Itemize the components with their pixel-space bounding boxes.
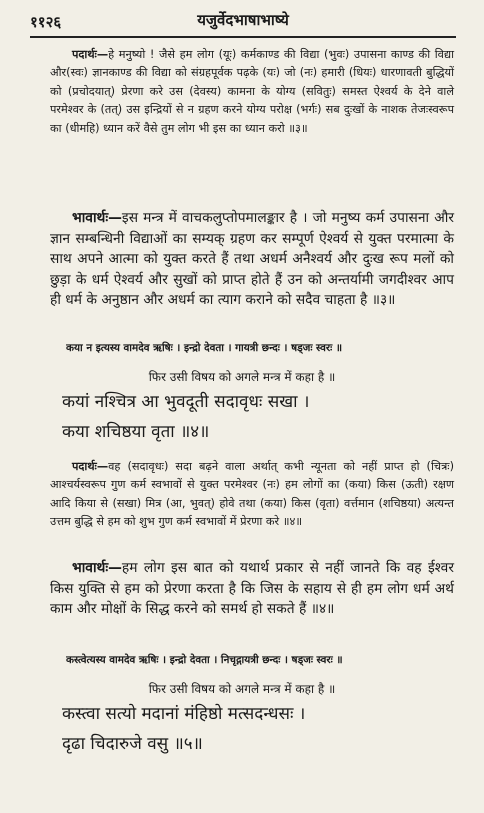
- mantra-5-line-2: दृढा चिदारुजे वसु ॥५॥: [62, 734, 203, 754]
- padartha-text: हे मनुष्यो ! जैसे हम लोग (यूः) कर्मकाण्ड की विद्या (भुवः) उपासना काण्ड की विद्या और(स्वः) ज्ञानकाण्ड की विद्या को संग्रहपूर्वक पढ़के (यः) जो (नः) हमारी (धियः) धारणावती बुद्धियों को (प्रचोदयात्) प्रेरणा करे उस (देवस्य) कामना के योग्य (सवितुः) समस्त ऐश्वर्य के देने वाले परमेश्वर के (तत्) उस इन्द्रियों से न ग्रहण करने योग्य परोक्ष (भर्गः) सब दुःखों के नाशक तेजःस्वरूप का (धीमहि) ध्यान करें वैसे तुम लोग भी इस का ध्यान करो ॥३॥: [50, 48, 454, 135]
- page-header: [30, 8, 456, 34]
- padartha-paragraph-2: [50, 458, 454, 532]
- mantra-meta-1: कया न इत्यस्य वामदेव ऋषिः । इन्द्रो देवता । गायत्री छन्दः । षड्जः स्वरः ॥: [66, 342, 343, 354]
- bhavartha-label: भावार्थः—: [72, 210, 122, 226]
- padartha-label: पदार्थः—: [72, 48, 109, 61]
- padartha-text: वह (सदावृधः) सदा बढ़ने वाला अर्थात् कभी न्यूनता को नहीं प्राप्त हो (चित्रः) आश्चर्यस्वरूप गुण कर्म स्वभावों से युक्त परमेश्वर (नः) हम लोगों का (कया) किस (ऊती) रक्षण आदि किया से (सखा) मित्र (आ, भुवत्) होवे तथा (कया) किस (वृता) वर्त्तमान (शचिष्ठया) अत्यन्त उत्तम बुद्धि से हम को शुभ गुण कर्म स्वभावों में प्रेरणा करे ॥४॥: [50, 460, 454, 529]
- bhavartha-paragraph-1: [50, 208, 454, 311]
- mantra-4-line-1: कयां नश्चित्र आ भुवदूती सदावृधः सखा ।: [62, 392, 310, 412]
- mantra-4-line-2: कया शचिष्ठया वृता ॥४॥: [62, 422, 210, 442]
- mantra-intro-2: फिर उसी विषय को अगले मन्त्र में कहा है ॥: [148, 682, 336, 696]
- header-rule: [30, 36, 456, 38]
- bhavartha-paragraph-2: [50, 558, 454, 620]
- bhavartha-text: हम लोग इस बात को यथार्थ प्रकार से नहीं जानते कि वह ईश्वर किस युक्ति से हम को प्रेरणा करता है कि जिस के सहाय से ही हम लोग धर्म अर्थ काम और मोक्षों के सिद्ध करने को समर्थ हो सकते हैं ॥४॥: [50, 560, 454, 617]
- mantra-meta-2: कस्त्वेत्यस्य वामदेव ऋषिः । इन्द्रो देवता । निचृद्गायत्री छन्दः । षड्जः स्वरः ॥: [66, 654, 343, 666]
- bhavartha-label: भावार्थः—: [72, 560, 122, 576]
- book-title: यजुर्वेदभाषाभाष्ये: [197, 11, 289, 29]
- padartha-paragraph-1: [50, 46, 454, 138]
- bhavartha-text: इस मन्त्र में वाचकलुप्तोपमालङ्कार है । जो मनुष्य कर्म उपासना और ज्ञान सम्बन्धिनी विद्याओं का सम्यक् ग्रहण कर सम्पूर्ण ऐश्वर्य से युक्त परमात्मा के साथ अपने आत्मा को युक्त करते हैं तथा अधर्म अनैश्वर्य और दुःख रूप मलों को छुड़ा के धर्म ऐश्वर्य और सुखों को प्राप्त होते हैं उन को अन्तर्यामी जगदीश्वर आप ही धर्म के अनुष्ठान और अधर्म का त्याग कराने को सदैव चाहता है ॥३॥: [50, 210, 454, 308]
- padartha-label: पदार्थः—: [72, 460, 109, 473]
- mantra-5-line-1: कस्त्वा सत्यो मदानां मंहिष्ठो मत्सदन्धसः ।: [62, 704, 306, 724]
- page-number: ११२६: [30, 13, 62, 31]
- mantra-intro-1: फिर उसी विषय को अगले मन्त्र में कहा है ॥: [148, 370, 336, 384]
